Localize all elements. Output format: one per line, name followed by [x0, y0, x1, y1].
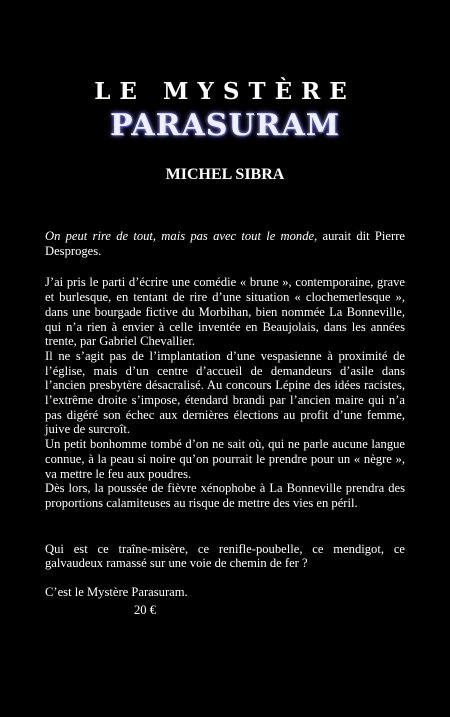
- blurb-paragraph-6: C’est le Mystère Parasuram.: [45, 585, 188, 600]
- price-label: 20 €: [134, 603, 157, 617]
- blurb-paragraph-4: Dès lors, la poussée de fièvre xénophobe à La Bonneville prendra des proportions calamiteuses au risque de mettre des vies en péril.: [45, 481, 405, 510]
- blurb-paragraph-5: Qui est ce traîne-misère, ce renifle-poubelle, ce mendigot, ce galvaudeux ramassé sur une voie de chemin de fer ?: [45, 541, 405, 571]
- quote-italic: On peut rire de tout, mais pas avec tout le monde: [45, 229, 315, 243]
- blurb-paragraph-1: J’ai pris le parti d’écrire une comédie « brune », contemporaine, grave et burlesque, en tentant de rire d’une situation « clochemerlesque », dans une bourgade fictive du Morbihan, bien nommée La Bonneville, qui n’a rien à envier à celle inventée en Beaujolais, dans les années trente, par Gabriel Chevallier.: [45, 275, 405, 349]
- quote-rest: , aurait dit Pierre Desproges.: [45, 229, 405, 258]
- blurb-paragraph-3: Un petit bonhomme tombé d’on ne sait où, qui ne parle aucune langue connue, à la peau si noire qu’on pourrait le prendre pour un « nègre », va mettre le feu aux poudres.: [45, 437, 405, 481]
- blurb-quote: [45, 229, 405, 258]
- author-name: MICHEL SIBRA: [165, 166, 285, 183]
- blurb-text: [45, 229, 405, 600]
- title-line-2: PARASURAM: [109, 108, 341, 143]
- title-line-1: LE MYSTÈRE: [94, 78, 356, 105]
- blurb-paragraph-2: Il ne s’agit pas de l’implantation d’une vespasienne à proximité de l’église, mais d’un centre d’accueil de demandeurs d’asile dans l’ancien presbytère désacralisé. Au concours Lépine des idées racistes, l’extrême droite s’impose, étendard brandi par l’ancien maire qui n’a pas digéré son échec aux dernières élections au profit d’une femme, juive de surcroît.: [45, 348, 405, 437]
